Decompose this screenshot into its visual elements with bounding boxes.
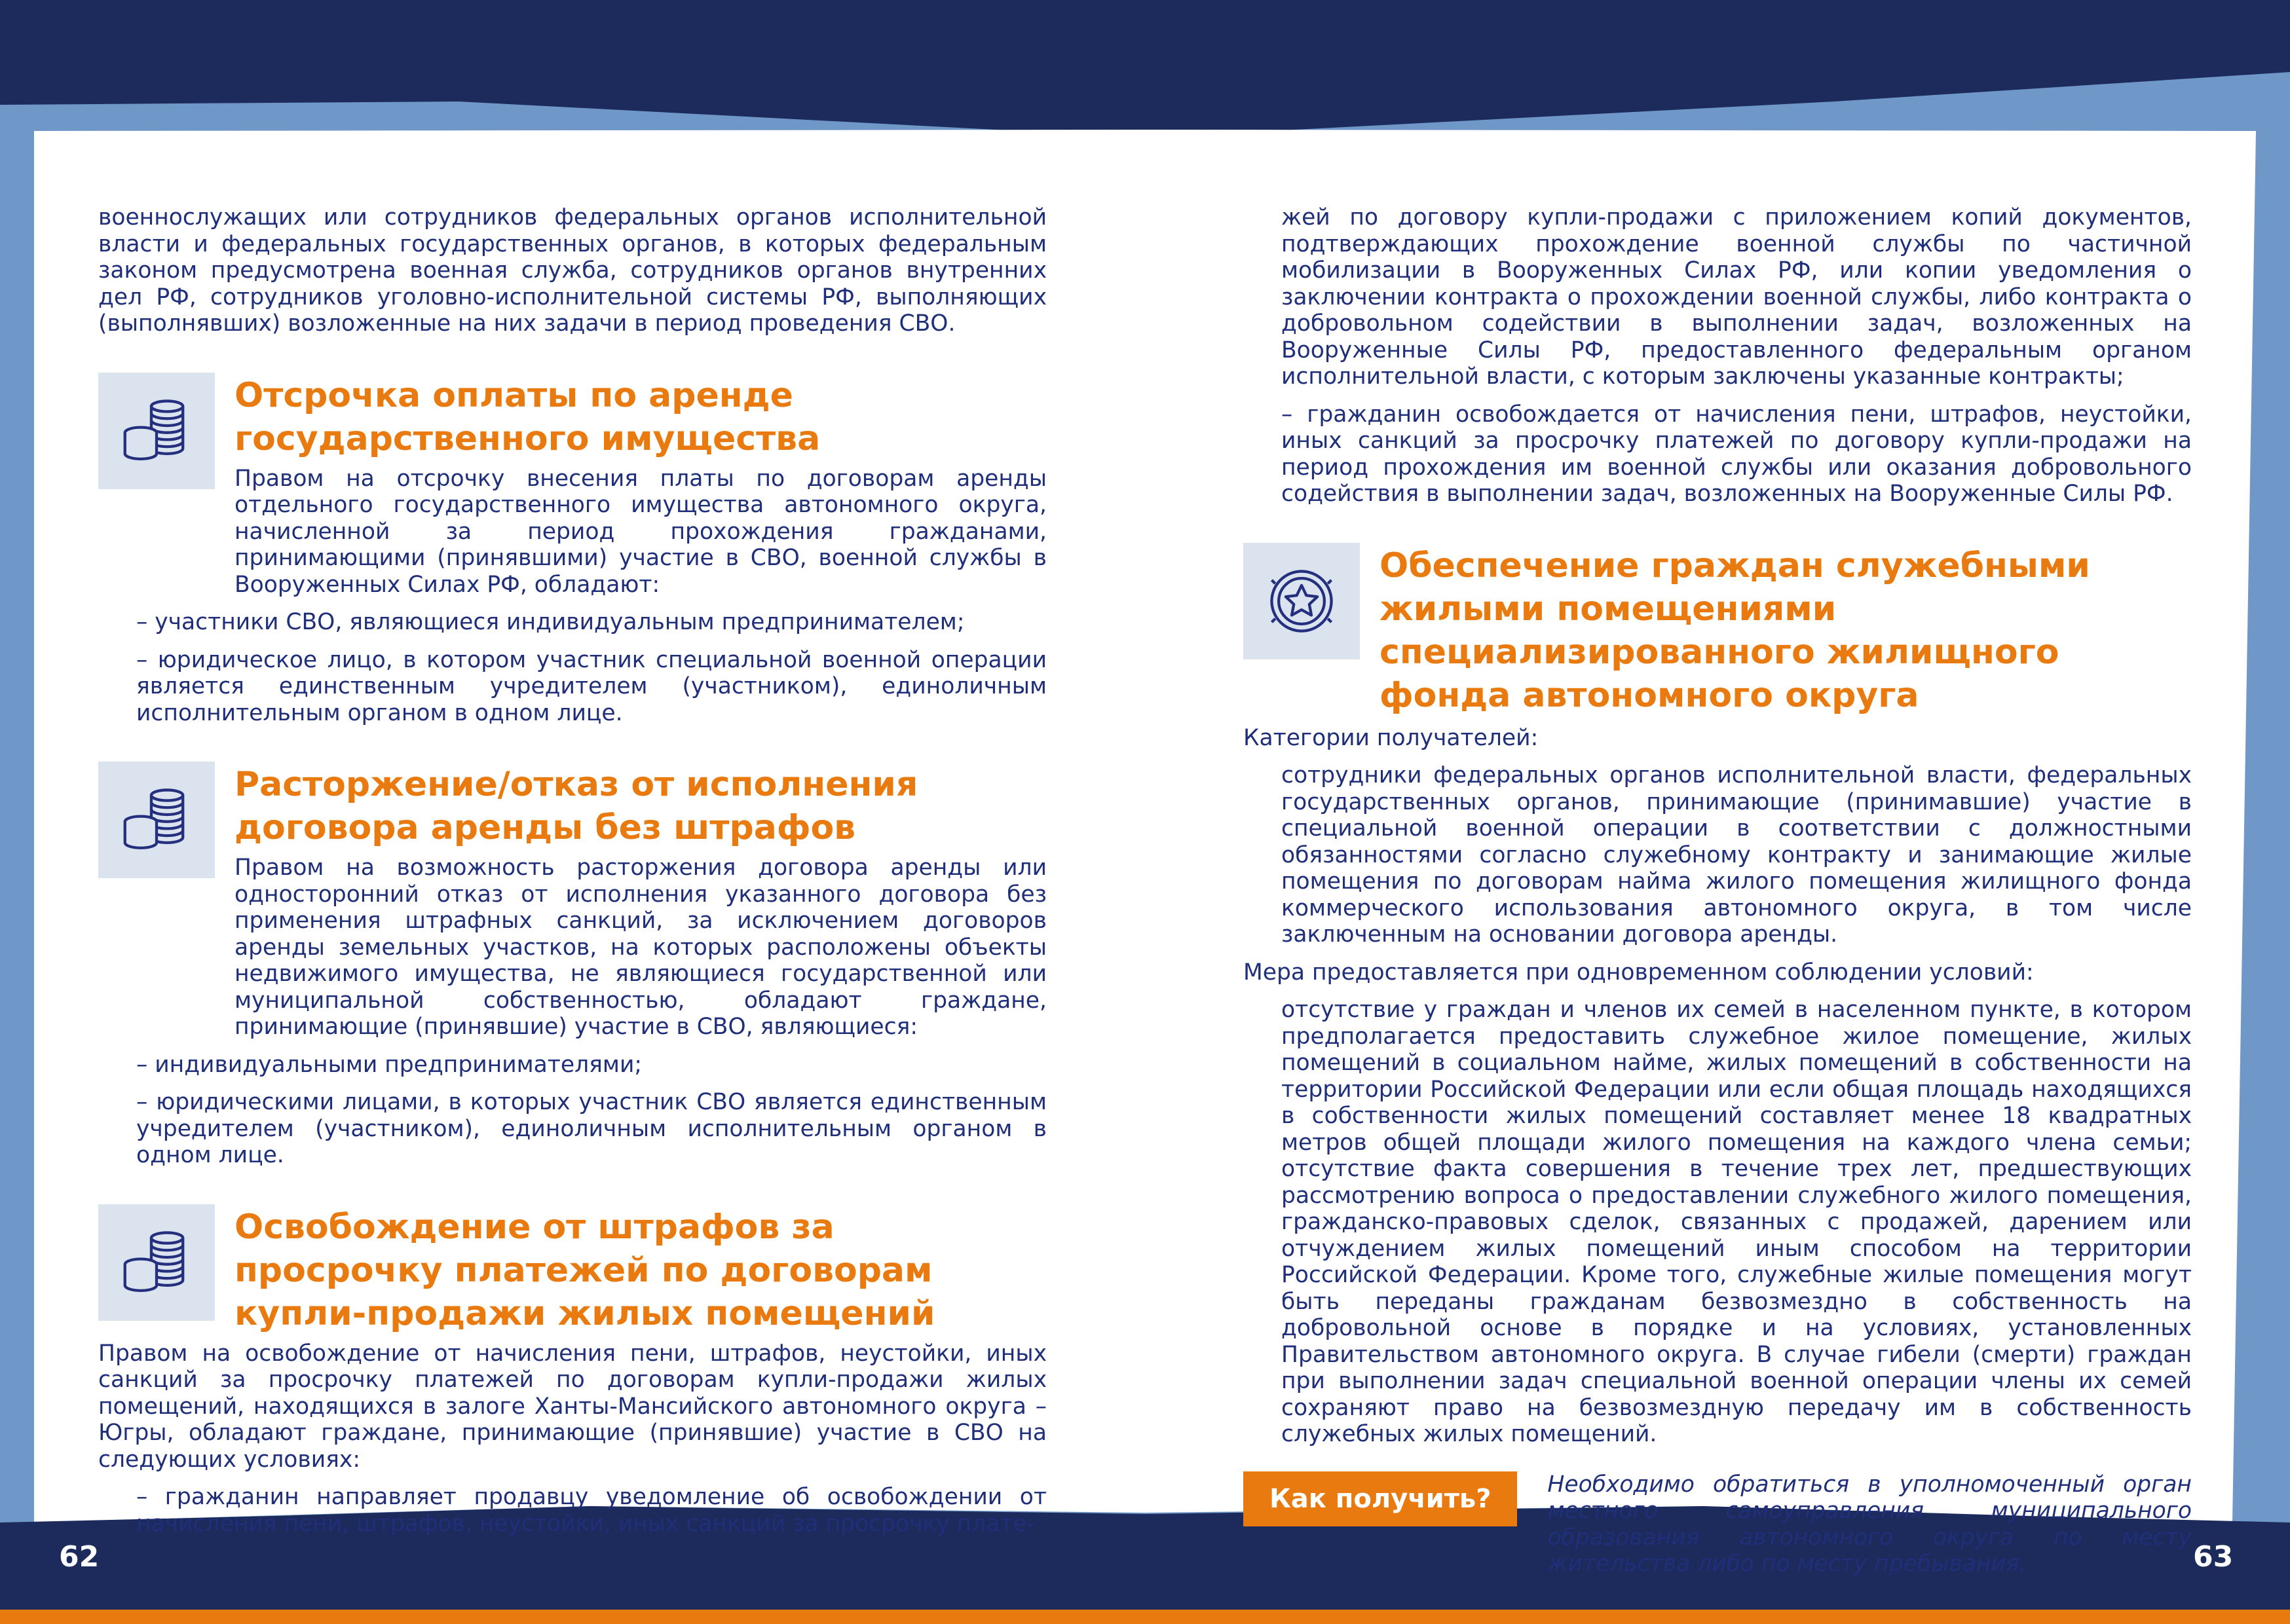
left-page-column [98,204,1047,1548]
section-title: Освобождение от штрафов за просрочку платежей по договорам купли-продажи жилых помещений [235,1207,935,1333]
categories-label: Категории получателей: [1243,724,1539,751]
section-title: Отсрочка оплаты по аренде государственного имущества [235,375,821,458]
coins-stack-icon [98,373,215,489]
how-to-get-button[interactable]: Как получить? [1243,1471,1517,1526]
list-item: – юридическое лицо, в котором участник специальной военной операции является единственным учредителем (участником), единоличным исполнительным органом в одном лице. [136,646,1047,726]
list-item: – гражданин направляет продавцу уведомление об освобождении от начисления пени, штрафов, неустойки, иных санкций за просрочку плате- [136,1484,1047,1537]
list-item: – индивидуальными предпринимателями; [136,1051,642,1078]
how-to-get-text: Необходимо обратиться в уполномоченный орган местного самоуправления муниципального образования автономного округа по месту жительства либо по месту пребывания. [1547,1471,2192,1577]
section-housing [1243,543,2192,1448]
coins-stack-icon [98,762,215,878]
page-number-right: 63 [2193,1540,2234,1574]
intro-paragraph: военнослужащих или сотрудников федеральных органов исполнительной власти и федеральных государственных органов, в которых федеральным законом предусмотрена военная служба, сотрудников органов внутренних дел РФ, сотрудников уголовно-исполнительной системы РФ, выполняющих (выполнявших) возложенные на них задачи в период проведения СВО. [98,204,1047,337]
conditions-label: Мера предоставляется при одновременном соблюдении условий: [1243,959,2034,986]
star-medal-icon [1243,543,1360,659]
page-number-left: 62 [59,1540,100,1574]
categories-text: сотрудники федеральных органов исполнительной власти, федеральных государственных органов, принимающие (принимавшие) участие в специальной военной операции в соответствии с должностными обязанностями согласно служебному контракту и занимающие жилые помещения по договорам найма жилого помещения жилищного фонда коммерческого использования автономного округа, в том числе заключенным на основании договора аренды. [1281,762,2192,948]
section-body: Правом на возможность расторжения договора аренды или односторонний отказ от исполнения указанного договора без применения штрафных санкций, за исключением договоров аренды земельных участков, на которых расположены объекты недвижимого имущества, не являющиеся государственной или муниципальной собственностью, обладают граждане, принимающие (принявшие) участие в СВО, являющиеся: [235,855,1047,1040]
section-title: Расторжение/отказ от исполнения договора аренды без штрафов [235,765,918,847]
right-page-column [1243,204,2192,1578]
conditions-text: отсутствие у граждан и членов их семей в населенном пункте, в котором предполагается предоставить служебное жилое помещение, жилых помещений в социальном найме, жилых помещений в собственности на территории Российской Федерации или если общая площадь находящихся в собственности жилых помещений составляет менее 18 квадратных метров общей площади жилого помещения на каждого члена семьи; отсутствие факта совершения в течение трех лет, предшествующих рассмотрению вопроса о предоставлении служебного жилого помещения, гражданско-правовых сделок, связанных с продажей, дарением или отчуждением жилых помещений иным способом на территории Российской Федерации. Кроме того, служебные жилые помещения могут быть переданы гражданам безвозмездно в собственность на добровольной основе в порядке и на условиях, установленных Правительством автономного округа. В случае гибели (смерти) граждан при выполнении задач специальной военной операции члены их семей сохраняют право на безвозмездную передачу им в собственность служебных жилых помещений. [1281,997,2192,1447]
list-item: – гражданин освобождается от начисления пени, штрафов, неустойки, иных санкций за просрочку платежей по договору купли-продажи на период прохождения им военной службы или оказания добровольного содействия в выполнении задач, возложенных на Вооруженные Силы РФ. [1281,401,2192,507]
section-penalty-exemption [98,1204,1047,1538]
section-rent-deferral [98,373,1047,727]
how-to-get-block [1243,1471,2192,1578]
section-title: Обеспечение граждан служебными жилыми помещениями специализированного жилищного фонда автономного округа [1380,545,2090,715]
continuation-paragraph: жей по договору купли-продажи с приложением копий документов, подтверждающих прохождение военной службы по частичной мобилизации в Вооруженных Силах РФ, или копии уведомления о заключении контракта о прохождении военной службы, либо контракта о добровольном содействии в выполнении задач, возложенных на Вооруженные Силы РФ, предоставленного федеральным органом исполнительной власти, с которым заключены указанные контракты; [1281,204,2192,390]
section-body: Правом на отсрочку внесения платы по договорам аренды отдельного государственного имущества автономного округа, начисленной за период прохождения гражданами, принимающими (принявшими) участие в СВО, военной службы в Вооруженных Силах РФ, обладают: [235,465,1047,598]
section-lease-termination [98,762,1047,1169]
coins-stack-icon [98,1204,215,1321]
section-body: Правом на освобождение от начисления пени, штрафов, неустойки, иных санкций за просрочку платежей по договорам купли-продажи жилых помещений, находящихся в залоге Ханты-Мансийского автономного округа – Югры, обладают граждане, принимающие (принявшие) участие в СВО на следующих условиях: [98,1340,1047,1473]
list-item: – участники СВО, являющиеся индивидуальным предпринимателем; [136,609,965,635]
list-item: – юридическими лицами, в которых участник СВО является единственным учредителем (участником), единоличным исполнительным органом в одном лице. [136,1089,1047,1168]
